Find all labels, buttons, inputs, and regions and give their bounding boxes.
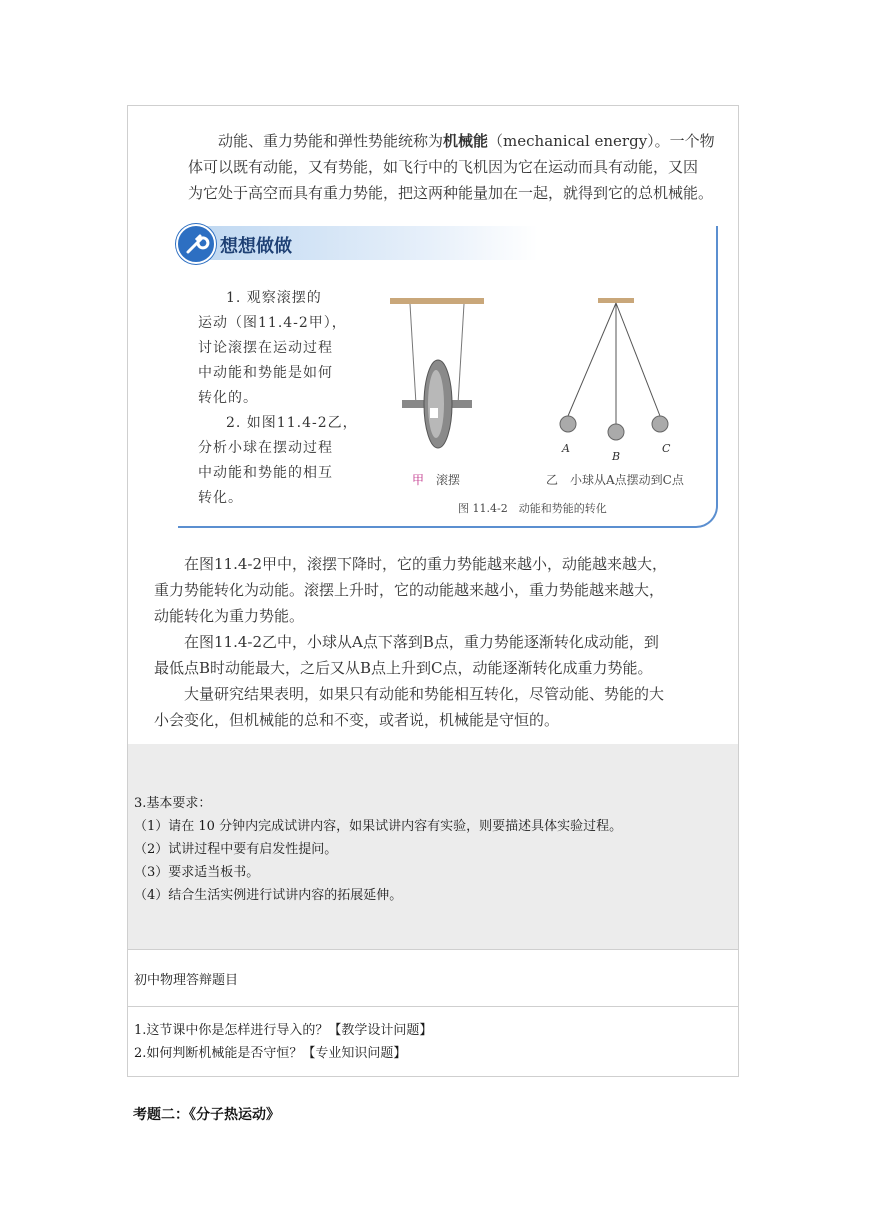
question-item: 1.这节课中你是怎样进行导入的？【教学设计问题】 bbox=[134, 1023, 433, 1038]
maxwell-label-patch bbox=[430, 408, 438, 418]
requirements-heading: 3.基本要求： bbox=[134, 796, 212, 811]
maxwell-string-right bbox=[458, 304, 464, 404]
requirements-cell bbox=[128, 744, 738, 950]
content-table bbox=[127, 105, 739, 1077]
pendulum-string-a bbox=[568, 303, 616, 416]
wrench-icon bbox=[176, 224, 216, 264]
defense-title: 初中物理答辩题目 bbox=[134, 973, 239, 988]
figure-pendulums bbox=[378, 286, 718, 516]
activity-header bbox=[178, 226, 538, 260]
activity-title: 想想做做 bbox=[220, 236, 292, 257]
label-yi-text: 小球从A点摆动到C点 bbox=[570, 473, 684, 487]
pendulum-string-c bbox=[616, 303, 660, 416]
textbook-para-2: 在图11.4-2甲中，滚摆下降时，它的重力势能越来越小，动能越来越大， 重力势能转化为动能。滚摆上升时，它的动能越来越小，重力势能越来越大， 动能转化为重力势能。 在图11.4-2乙中，小球从A点下落到B点，重力势能逐渐转化成动能，到 最低点B时动能最大，之后又从B点上升到C点，动能逐渐转化成重力势能。 大量研究结果表明，如果只有动能和势能相互转化，尽管动能、势能的大 小会变化，但机械能的总和不变，或者说，机械能是守恒的。 bbox=[154, 555, 668, 729]
requirement-item: （4）结合生活实例进行试讲内容的拓展延伸。 bbox=[134, 888, 403, 903]
section-heading: 考题二：《分子热运动》 bbox=[133, 1107, 280, 1123]
figure-caption: 图 11.4-2 动能和势能的转化 bbox=[458, 502, 607, 515]
question-item: 2.如何判断机械能是否守恒？【专业知识问题】 bbox=[134, 1046, 407, 1061]
label-jia: 甲 bbox=[412, 473, 425, 487]
label-jia-text: 滚摆 bbox=[436, 473, 461, 487]
textbook-page-cell bbox=[128, 106, 738, 745]
requirements-list bbox=[134, 792, 622, 907]
label-a: A bbox=[562, 442, 570, 455]
defense-title-cell bbox=[128, 949, 738, 1007]
activity-text: 1. 观察滚摆的 运动（图11.4-2甲）， 讨论滚摆在运动过程 中动能和势能是如何 转化的。 2. 如图11.4-2乙， 分析小球在摆动过程 中动能和势能的相互 转化。 bbox=[198, 290, 358, 506]
ball-c bbox=[652, 416, 668, 432]
textbook-para-1: 动能、重力势能和弹性势能统称为机械能（mechanical energy）。一个物 体可以既有动能，又有势能，如飞行中的飞机因为它在运动而具有动能，又因 为它处于高空而具有重力势能，把这两种能量加在一起，就得到它的总机械能。 bbox=[188, 132, 715, 202]
label-yi: 乙 bbox=[546, 473, 559, 487]
maxwell-string-left bbox=[410, 304, 416, 404]
questions-list bbox=[134, 1019, 432, 1065]
ball-b bbox=[608, 424, 624, 440]
label-c: C bbox=[662, 442, 671, 455]
ball-a bbox=[560, 416, 576, 432]
questions-cell bbox=[128, 1006, 738, 1076]
maxwell-wheel-face bbox=[428, 370, 444, 438]
pendulum-mount bbox=[598, 298, 634, 303]
requirement-item: （2）试讲过程中要有启发性提问。 bbox=[134, 842, 338, 857]
maxwell-wheel-bar bbox=[390, 298, 484, 304]
requirement-item: （3）要求适当板书。 bbox=[134, 865, 260, 880]
requirement-item: （1）请在 10 分钟内完成试讲内容，如果试讲内容有实验，则要描述具体实验过程。 bbox=[134, 819, 623, 834]
label-b: B bbox=[612, 450, 621, 463]
